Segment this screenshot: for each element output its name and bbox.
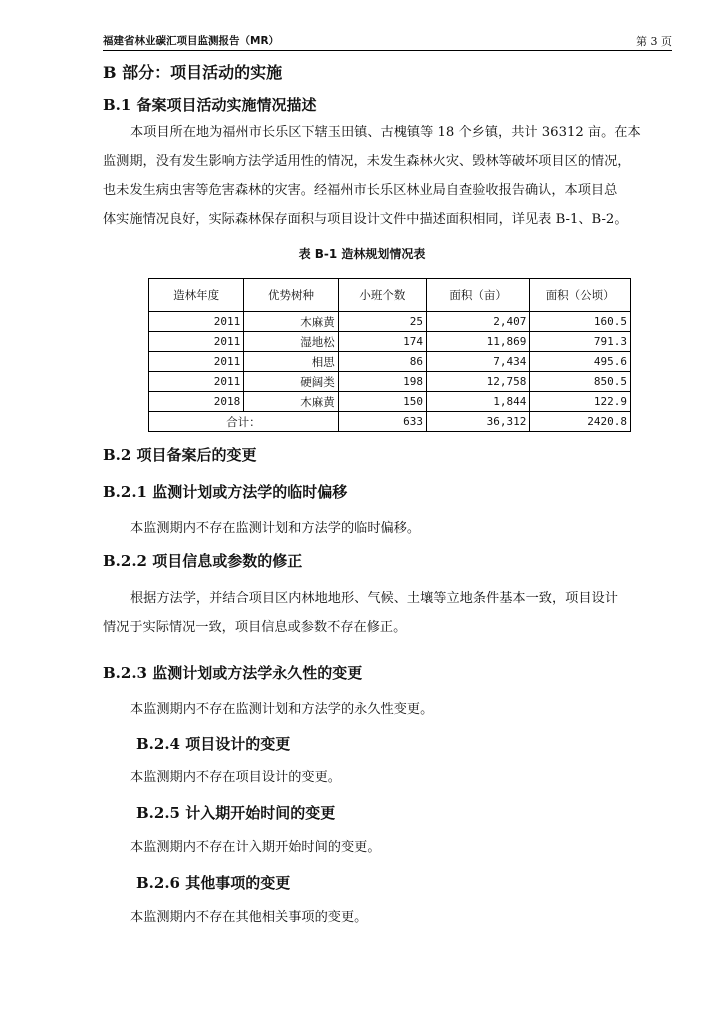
- b24-text: 本监测期内不存在项目设计的变更。: [130, 770, 341, 785]
- b24-heading: B.2.4 项目设计的变更: [136, 735, 291, 753]
- cell-count: 86: [338, 352, 426, 372]
- cell-year: 2011: [149, 372, 244, 392]
- col-header: 面积（亩）: [426, 279, 529, 312]
- b1-paragraph: [103, 118, 673, 234]
- b22-heading: B.2.2 项目信息或参数的修正: [103, 552, 303, 570]
- b22-paragraph: [103, 584, 673, 642]
- b26-text: 本监测期内不存在其他相关事项的变更。: [130, 910, 368, 925]
- cell-count: 198: [338, 372, 426, 392]
- cell-species: 木麻黄: [244, 392, 339, 412]
- b1-line: 体实施情况良好，实际森林保存面积与项目设计文件中描述面积相同，详见表 B-1、B-2。: [103, 212, 628, 227]
- col-header: 面积（公顷）: [530, 279, 631, 312]
- afforestation-table: [148, 278, 631, 432]
- b22-line: 根据方法学，并结合项目区内林地地形、气候、土壤等立地条件基本一致，项目设计: [130, 591, 618, 606]
- cell-year: 2011: [149, 332, 244, 352]
- total-area-mu: 36,312: [426, 412, 529, 432]
- cell-area-ha: 160.5: [530, 312, 631, 332]
- cell-area-ha: 495.6: [530, 352, 631, 372]
- b23-heading: B.2.3 监测计划或方法学永久性的变更: [103, 664, 363, 682]
- total-count: 633: [338, 412, 426, 432]
- cell-species: 硬阔类: [244, 372, 339, 392]
- b21-heading: B.2.1 监测计划或方法学的临时偏移: [103, 483, 348, 501]
- b22-line: 情况于实际情况一致，项目信息或参数不存在修正。: [103, 620, 407, 635]
- total-label: 合计：: [149, 412, 339, 432]
- cell-year: 2011: [149, 312, 244, 332]
- cell-species: 湿地松: [244, 332, 339, 352]
- table-caption: 表 B-1 造林规划情况表: [298, 247, 426, 261]
- cell-area-ha: 791.3: [530, 332, 631, 352]
- b1-line: 本项目所在地为福州市长乐区下辖玉田镇、古槐镇等 18 个乡镇，共计 36312 亩。在本: [130, 125, 641, 140]
- cell-species: 相思: [244, 352, 339, 372]
- table-row: [149, 332, 631, 352]
- cell-area-mu: 12,758: [426, 372, 529, 392]
- page-number: 第 3 页: [636, 35, 672, 48]
- cell-area-mu: 1,844: [426, 392, 529, 412]
- page-header: [103, 30, 672, 51]
- table-total-row: [149, 412, 631, 432]
- col-header: 小班个数: [338, 279, 426, 312]
- b2-heading: B.2 项目备案后的变更: [103, 446, 257, 464]
- b1-heading: B.1 备案项目活动实施情况描述: [103, 96, 317, 114]
- cell-species: 木麻黄: [244, 312, 339, 332]
- cell-area-mu: 11,869: [426, 332, 529, 352]
- table-row: [149, 352, 631, 372]
- col-header: 造林年度: [149, 279, 244, 312]
- b23-text: 本监测期内不存在监测计划和方法学的永久性变更。: [130, 702, 434, 717]
- cell-area-ha: 850.5: [530, 372, 631, 392]
- col-header: 优势树种: [244, 279, 339, 312]
- cell-area-mu: 7,434: [426, 352, 529, 372]
- table-row: [149, 372, 631, 392]
- cell-area-mu: 2,407: [426, 312, 529, 332]
- cell-count: 150: [338, 392, 426, 412]
- total-area-ha: 2420.8: [530, 412, 631, 432]
- table-row: [149, 312, 631, 332]
- table-header-row: [149, 279, 631, 312]
- b1-line: 监测期，没有发生影响方法学适用性的情况，未发生森林火灾、毁林等破坏项目区的情况，: [103, 154, 631, 169]
- cell-year: 2011: [149, 352, 244, 372]
- report-title: 福建省林业碳汇项目监测报告（MR）: [103, 35, 280, 47]
- cell-area-ha: 122.9: [530, 392, 631, 412]
- b25-heading: B.2.5 计入期开始时间的变更: [136, 804, 336, 822]
- section-b-heading: B 部分：项目活动的实施: [103, 63, 283, 82]
- b1-line: 也未发生病虫害等危害森林的灾害。经福州市长乐区林业局自查验收报告确认，本项目总: [103, 183, 618, 198]
- table-row: [149, 392, 631, 412]
- b21-text: 本监测期内不存在监测计划和方法学的临时偏移。: [130, 521, 421, 536]
- b25-text: 本监测期内不存在计入期开始时间的变更。: [130, 840, 381, 855]
- b26-heading: B.2.6 其他事项的变更: [136, 874, 291, 892]
- cell-count: 25: [338, 312, 426, 332]
- cell-year: 2018: [149, 392, 244, 412]
- cell-count: 174: [338, 332, 426, 352]
